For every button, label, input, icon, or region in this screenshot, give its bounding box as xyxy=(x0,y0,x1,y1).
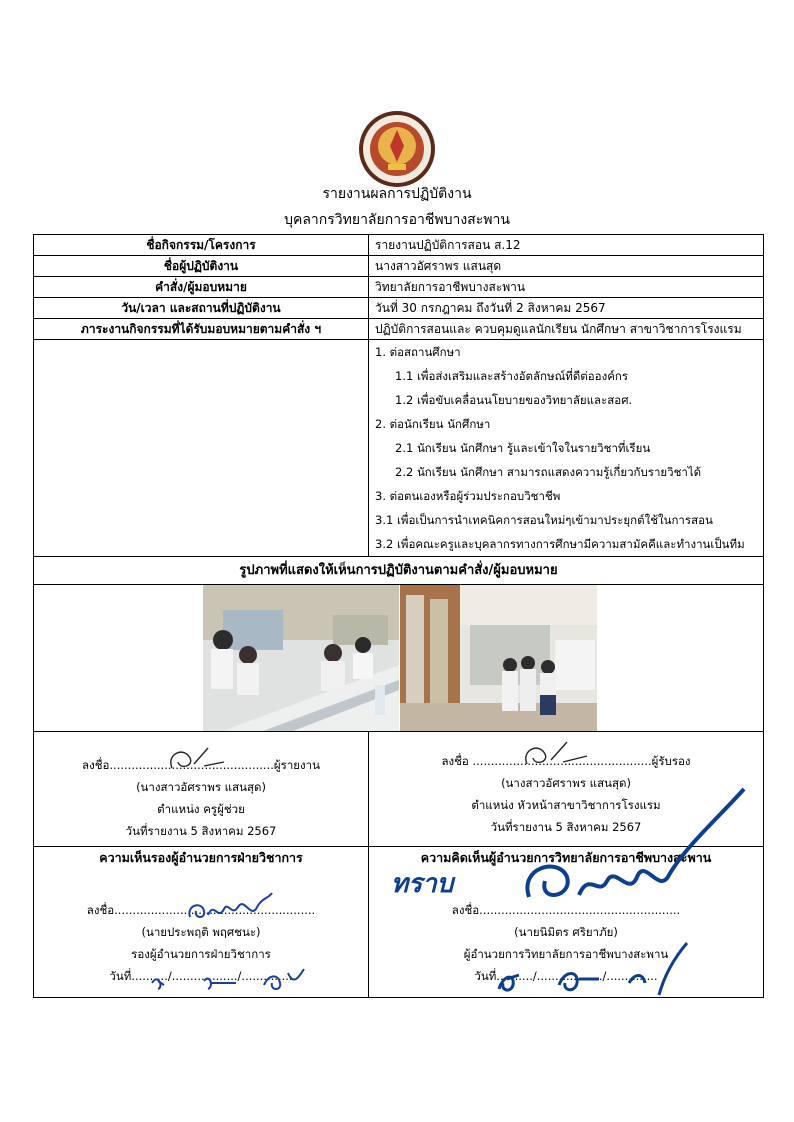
reporter-position: ตำแหน่ง ครูผู้ช่วย xyxy=(157,802,245,816)
objective-item: 1.1 เพื่อส่งเสริมและสร้างอัตลักษณ์ที่ดีต่อองค์กร xyxy=(395,369,629,383)
table-row xyxy=(34,319,764,340)
activity-value: รายงานปฏิบัติการสอน ส.12 xyxy=(369,235,764,256)
certifier-sign-line: ลงชื่อ .................................................ผู้รับรอง xyxy=(441,754,691,768)
objective-item: 1.2 เพื่อขับเคลื่อนนโยบายของวิทยาลัยและสอศ. xyxy=(395,393,633,407)
director-date: วันที่........../................../.............. xyxy=(474,969,658,983)
director-signature-icon xyxy=(489,777,759,917)
classroom-photo-dining xyxy=(203,585,399,731)
photo-row xyxy=(34,585,764,732)
objectives-list xyxy=(369,340,764,557)
director-heading: ความคิดเห็นผู้อำนวยการวิทยาลัยการอาชีพบางสะพาน xyxy=(420,850,712,865)
director-sign-line: ลงชื่อ....................................................... xyxy=(451,903,681,917)
deputy-position: รองผู้อำนวยการฝ่ายวิชาการ xyxy=(131,947,271,961)
college-emblem-icon xyxy=(358,110,436,188)
director-position: ผู้อำนวยการวิทยาลัยการอาชีพบางสะพาน xyxy=(463,947,669,961)
deputy-approval-block xyxy=(34,847,369,998)
report-title: รายงานผลการปฏิบัติงาน xyxy=(322,186,472,202)
table-row xyxy=(34,277,764,298)
objective-heading: 2. ต่อนักเรียน นักศึกษา xyxy=(375,417,491,431)
certifier-position: ตำแหน่ง หัวหน้าสาขาวิชาการโรงแรม xyxy=(471,798,661,812)
director-name: (นายนิมิตร ศริยาภัย) xyxy=(514,925,618,939)
objective-item: 2.1 นักเรียน นักศึกษา รู้และเข้าใจในรายวิชาที่เรียน xyxy=(395,441,651,455)
deputy-date-handwriting-icon xyxy=(144,965,314,995)
report-table xyxy=(33,234,764,998)
reporter-signature-block xyxy=(34,732,369,847)
objective-item: 3.2 เพื่อคณะครูและบุคลากรทางการศึกษามีความสามัคคีและทำงานเป็นทีม xyxy=(375,537,745,551)
reporter-signature-icon xyxy=(164,744,234,774)
certifier-date: วันที่รายงาน 5 สิงหาคม 2567 xyxy=(490,820,642,834)
order-label: คำสั่ง/ผู้มอบหมาย xyxy=(34,277,369,298)
report-subtitle: บุคลากรวิทยาลัยการอาชีพบางสะพาน xyxy=(284,212,510,228)
certifier-name: (นางสาวอัศราพร แสนสุด) xyxy=(501,776,631,790)
table-row xyxy=(34,298,764,319)
deputy-date: วันที่........../................../.............. xyxy=(109,969,293,983)
reporter-date: วันที่รายงาน 5 สิงหาคม 2567 xyxy=(125,824,277,838)
objective-item: 3.1 เพื่อเป็นการนำเทคนิคการสอนใหม่ๆเข้ามาประยุกต์ใช้ในการสอน xyxy=(375,513,713,527)
objective-item: 2.2 นักเรียน นักศึกษา สามารถแสดงความรู้เกี่ยวกับรายวิชาได้ xyxy=(395,465,702,479)
activity-label: ชื่อกิจกรรม/โครงการ xyxy=(34,235,369,256)
director-handwritten-note: ทราบ xyxy=(391,869,454,899)
deputy-sign-line: ลงชื่อ....................................................... xyxy=(86,903,316,917)
date-place-value: วันที่ 30 กรกฎาคม ถึงวันที่ 2 สิงหาคม 2567 xyxy=(369,298,764,319)
assignment-label: ภาระงานกิจกรรมที่ได้รับมอบหมายตามคำสั่ง ฯ xyxy=(34,319,369,340)
classroom-photo-greeting xyxy=(400,585,597,731)
photo-cell xyxy=(34,585,764,732)
director-approval-block xyxy=(369,847,764,998)
objective-heading: 3. ต่อตนเองหรือผู้ร่วมประกอบวิชาชีพ xyxy=(375,489,561,503)
approval-row xyxy=(34,847,764,998)
objective-heading: 1. ต่อสถานศึกษา xyxy=(375,345,461,359)
deputy-signature-icon xyxy=(184,887,294,927)
deputy-heading: ความเห็นรองผู้อำนวยการฝ่ายวิชาการ xyxy=(99,850,303,865)
worker-value: นางสาวอัศราพร แสนสุด xyxy=(369,256,764,277)
worker-label: ชื่อผู้ปฏิบัติงาน xyxy=(34,256,369,277)
photo-heading-row xyxy=(34,557,764,585)
assignment-value: ปฏิบัติการสอนและ ควบคุมดูแลนักเรียน นักศึกษา สาขาวิชาการโรงแรม xyxy=(369,319,764,340)
deputy-name: (นายประพฤติ พฤศชนะ) xyxy=(141,925,261,939)
certifier-signature-icon xyxy=(517,738,607,772)
date-place-label: วัน/เวลา และสถานที่ปฏิบัติงาน xyxy=(34,298,369,319)
photo-heading: รูปภาพที่แสดงให้เห็นการปฏิบัติงานตามคำสั่ง/ผู้มอบหมาย xyxy=(34,557,764,585)
reporter-name: (นางสาวอัศราพร แสนสุด) xyxy=(136,780,266,794)
reporter-sign-line: ลงชื่อ.............................................ผู้รายงาน xyxy=(82,758,320,772)
table-row xyxy=(34,235,764,256)
order-value: วิทยาลัยการอาชีพบางสะพาน xyxy=(369,277,764,298)
table-row xyxy=(34,256,764,277)
director-date-handwriting-icon xyxy=(479,939,709,999)
objectives-empty-cell xyxy=(34,340,369,557)
objectives-row xyxy=(34,340,764,557)
